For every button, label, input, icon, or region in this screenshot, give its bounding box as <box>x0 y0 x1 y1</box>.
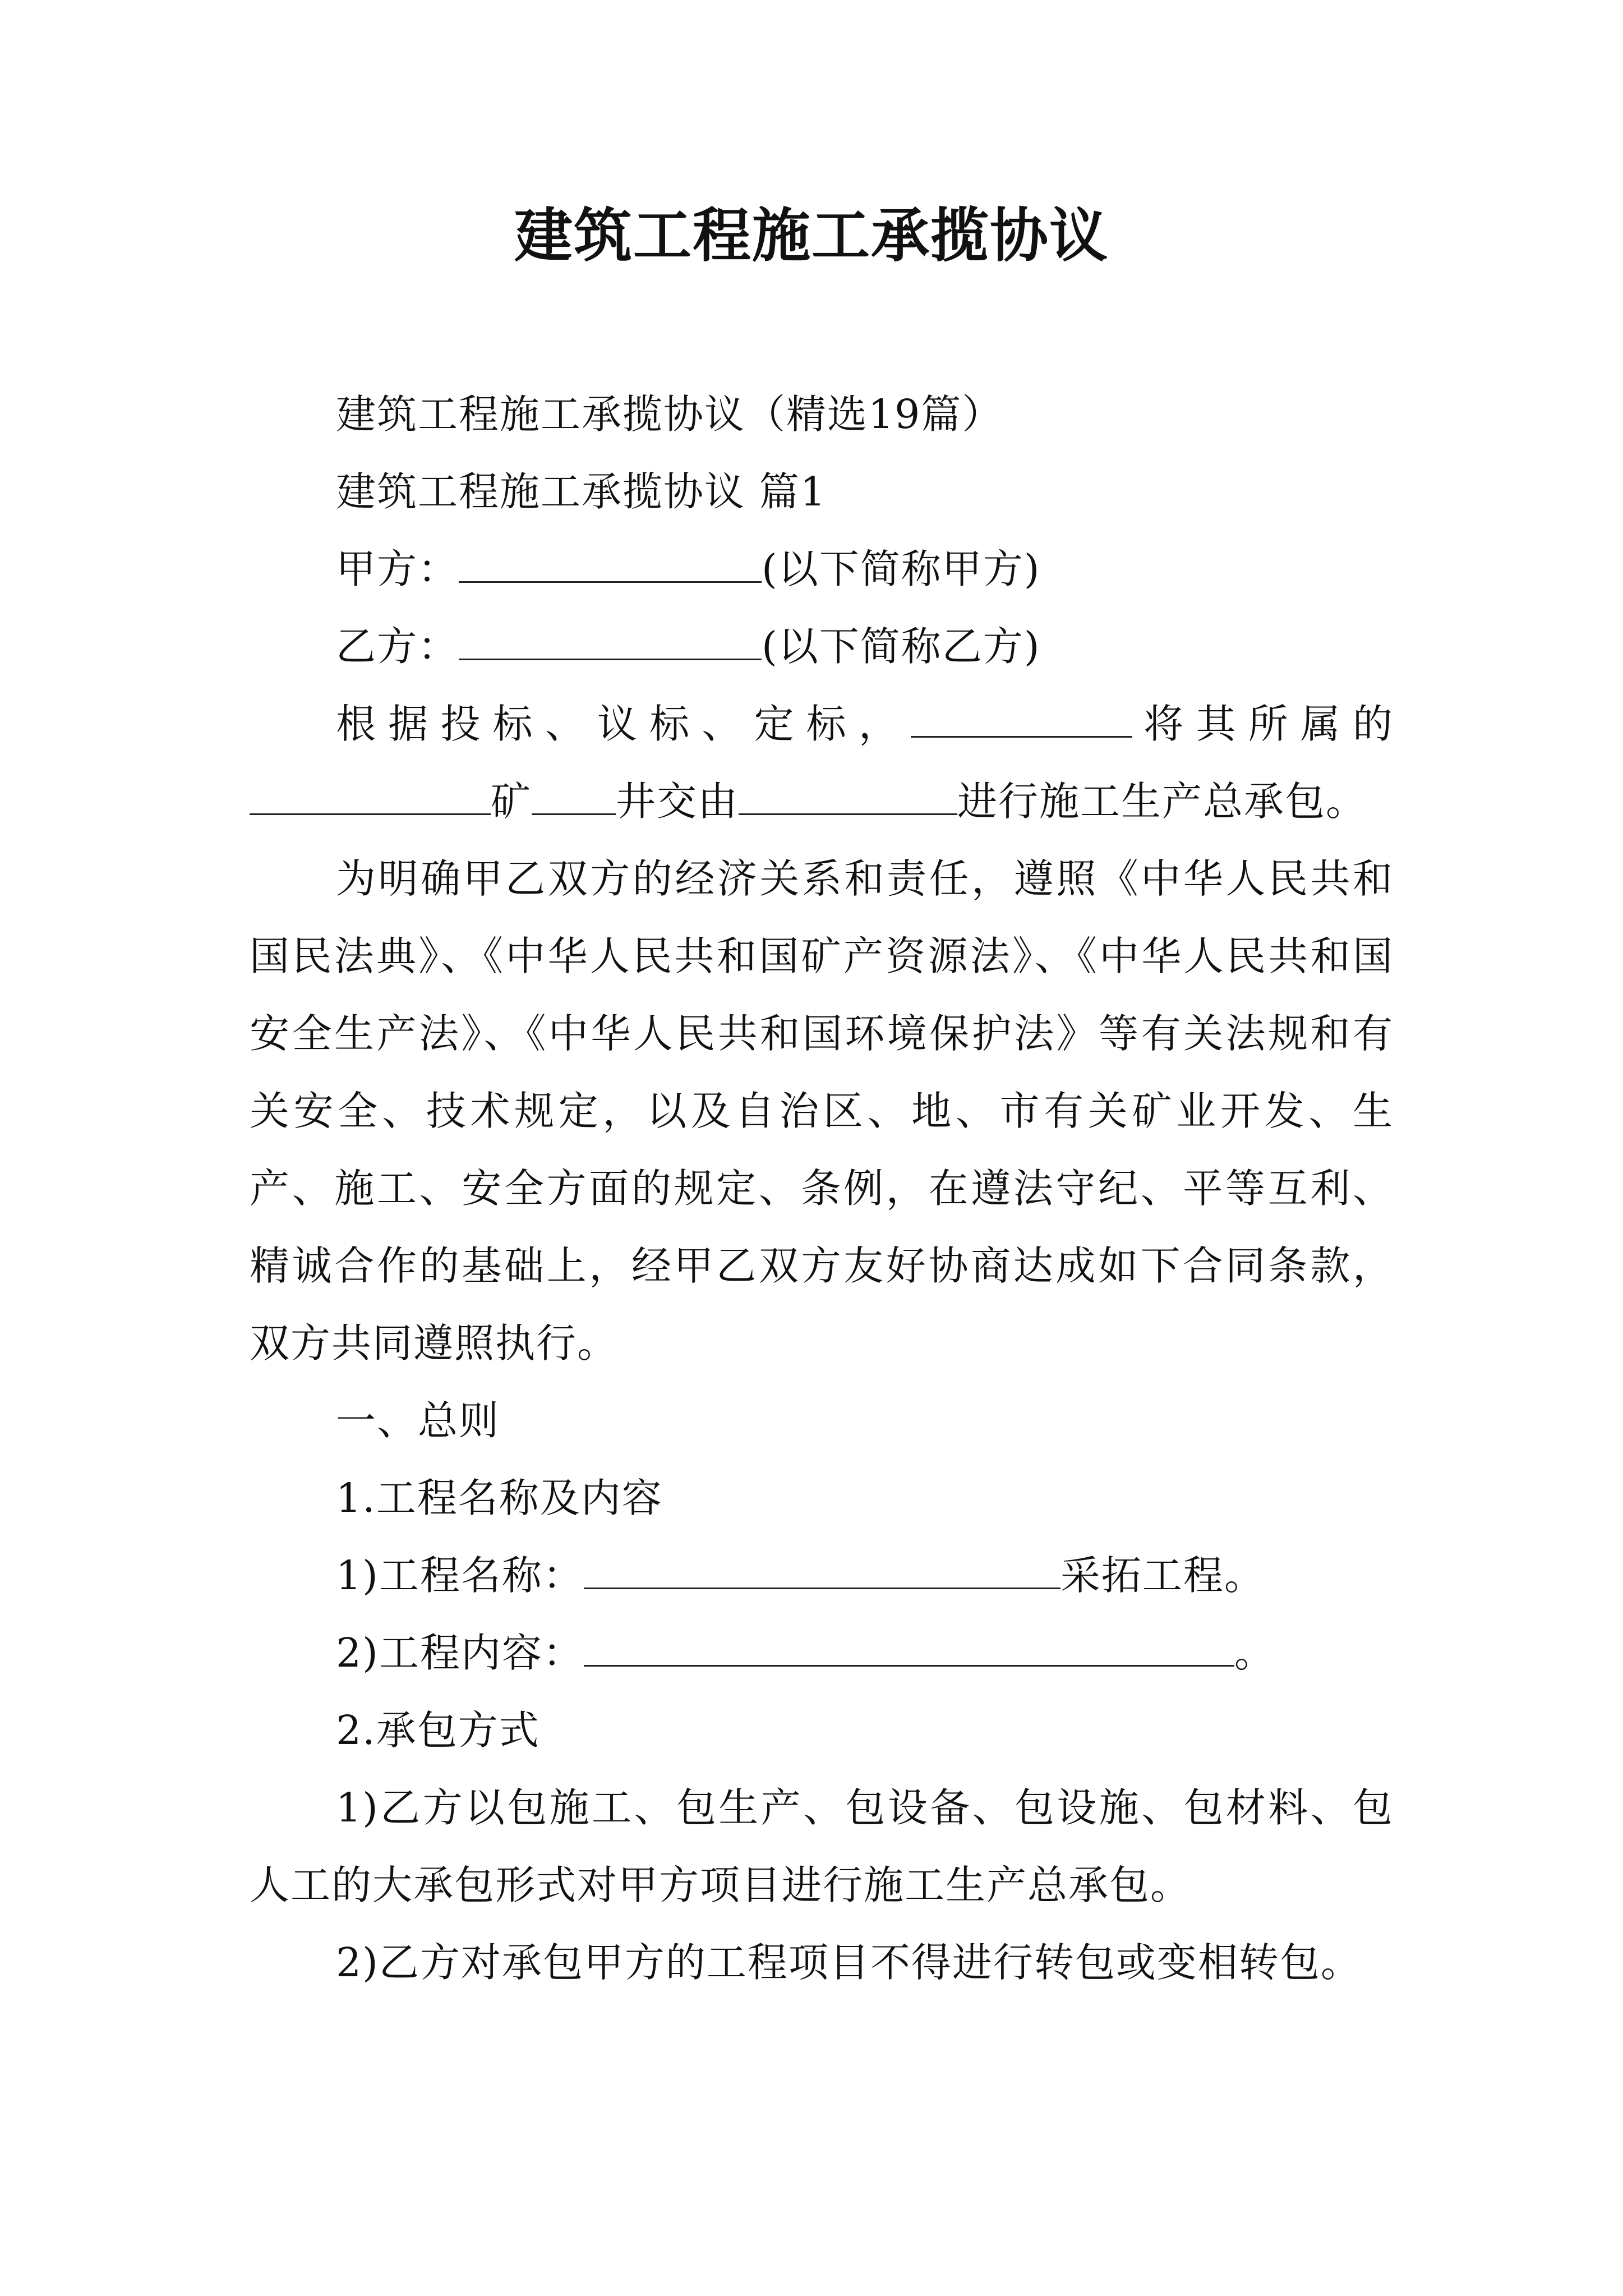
party-a-line <box>250 531 1394 608</box>
party-a-blank <box>459 542 762 583</box>
project-name-blank <box>584 1548 1061 1589</box>
bidder-blank <box>911 697 1132 738</box>
intro-text-2: 将其所属的 <box>1132 701 1394 747</box>
contractor-blank <box>739 774 957 815</box>
section-heading: 建筑工程施工承揽协议 篇1 <box>336 468 827 515</box>
project-content-label: 2)工程内容： <box>336 1630 584 1676</box>
subtitle: 建筑工程施工承揽协议（精选19篇） <box>336 391 1003 438</box>
intro-paragraph <box>250 685 1394 840</box>
party-b-suffix: (以下简称乙方) <box>762 623 1041 670</box>
purpose-paragraph: 为明确甲乙双方的经济关系和责任，遵照《中华人民共和国民法典》、《中华人民共和国矿产资源法》、《中华人民共和国安全生产法》、《中华人民共和国环境保护法》等有关法规和有关安全、技术规定，以及自治区、地、市有关矿业开发、生产、施工、安全方面的规定、条例，在遵法守纪、平等互利、精诚合作的基础上，经甲乙双方友好协商达成如下合同条款，双方共同遵照执行。 <box>250 855 1394 1366</box>
chapter-heading: 一、总则 <box>336 1397 500 1444</box>
intro-text-3: 矿 <box>491 778 532 825</box>
intro-text-1: 根据投标、议标、定标， <box>336 701 911 747</box>
project-name-label: 1)工程名称： <box>336 1552 584 1599</box>
document-body <box>250 376 1394 2001</box>
intro-text-5: 进行施工生产总承包。 <box>957 778 1367 825</box>
project-content-blank <box>584 1626 1234 1667</box>
project-content-suffix: 。 <box>1234 1630 1275 1676</box>
clause-1: 1.工程名称及内容 <box>336 1475 663 1521</box>
party-b-label: 乙方： <box>336 623 459 670</box>
party-b-blank <box>459 619 762 660</box>
clause-1-2 <box>250 1614 1394 1692</box>
clause-2-1: 1)乙方以包施工、包生产、包设备、包设施、包材料、包人工的大承包形式对甲方项目进行施工生产总承包。 <box>250 1784 1394 1908</box>
clause-1-1 <box>250 1537 1394 1614</box>
intro-text-4: 井交由 <box>616 778 739 825</box>
project-name-suffix: 采拓工程。 <box>1060 1552 1265 1599</box>
party-a-suffix: (以下简称甲方) <box>762 546 1041 592</box>
clause-2: 2.承包方式 <box>336 1707 540 1754</box>
document-title: 建筑工程施工承揽协议 <box>514 201 1109 270</box>
mine-blank <box>532 774 616 815</box>
party-b-line <box>250 608 1394 685</box>
party-a-label: 甲方： <box>336 546 459 592</box>
clause-2-2: 2)乙方对承包甲方的工程项目不得进行转包或变相转包。 <box>336 1939 1362 1986</box>
owner-blank <box>250 774 491 815</box>
